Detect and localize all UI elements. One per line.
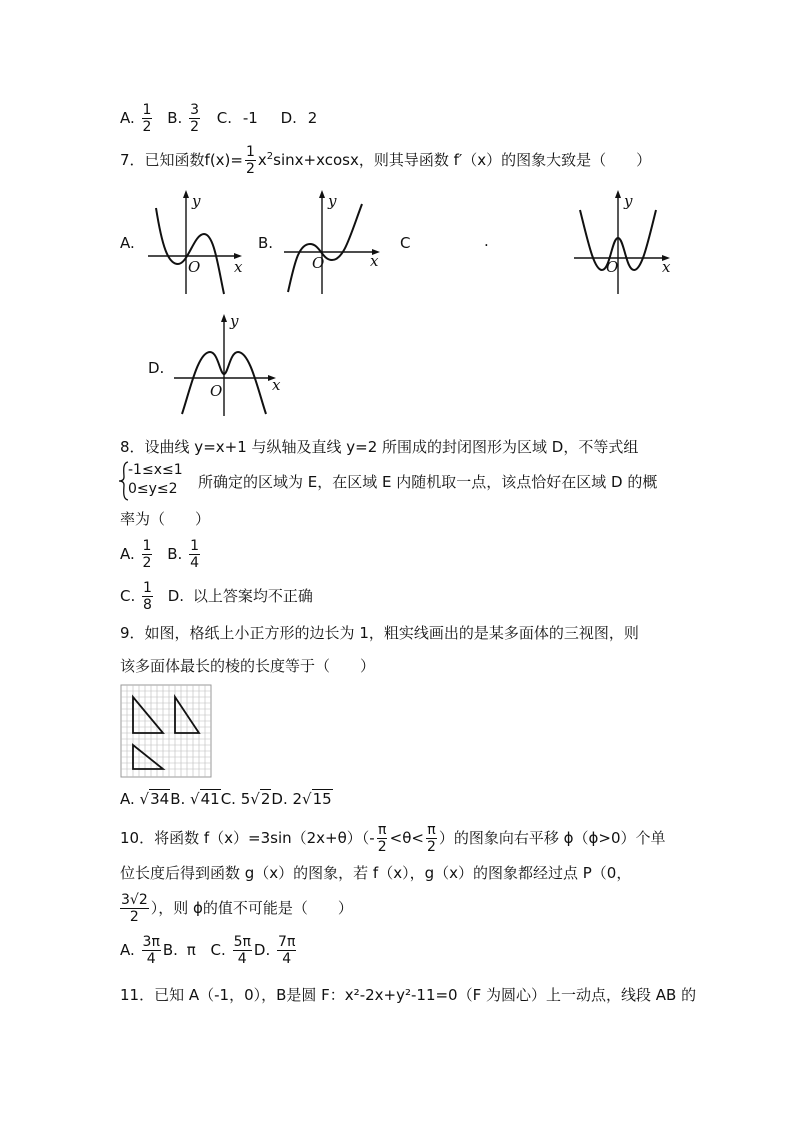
q9-option-d-label: D. <box>271 790 288 808</box>
q9-line-2: 该多面体最长的棱的长度等于（ ） <box>120 657 376 675</box>
q7-option-c-dot: . <box>484 232 489 250</box>
origin-label: O <box>606 258 619 276</box>
q7-option-a-label: A. <box>120 234 135 252</box>
q7-graph-c <box>572 186 682 296</box>
q8-option-c-label: C. <box>120 587 136 605</box>
q10-option-c-label: C. <box>210 941 226 959</box>
q10-option-d-label: D. <box>253 941 271 959</box>
q9-option-a-label: A. <box>120 790 135 808</box>
q8-option-a-label: A. <box>120 545 135 563</box>
q9-option-c-value: 5√2 <box>240 790 271 808</box>
x-axis-label: x <box>234 258 243 276</box>
q6-option-a-value: $\frac{1}{2}$ <box>142 102 152 135</box>
q6-option-a-label: A. <box>120 109 135 127</box>
q6-option-b-value: $\frac{3}{2}$ <box>190 102 200 135</box>
q9-option-b-label: B. <box>170 790 186 808</box>
q10-pi-over-2: $\frac{\pi}{2}$ <box>426 822 436 855</box>
q9-option-d-value: 2√15 <box>292 790 332 808</box>
q8-option-b-label: B. <box>167 545 183 563</box>
q10-option-d-value: $\frac{7\pi}{4}$ <box>278 934 296 967</box>
q8-inequality-2: 0≤y≤2 <box>128 481 178 497</box>
q7-graph-d <box>172 310 288 420</box>
x-axis-label: x <box>370 252 379 270</box>
origin-label: O <box>188 258 201 276</box>
q8-options-cd <box>120 580 313 613</box>
q6-option-c-label: C. <box>216 109 233 127</box>
curve <box>156 208 224 294</box>
q7-rest: sinx+xcosx，则其导函数 f′（x）的图象大致是（ ） <box>273 151 652 169</box>
q8-option-d-label: D. <box>167 587 185 605</box>
q8-inequality-1: -1≤x≤1 <box>128 462 183 478</box>
origin-label: O <box>312 254 325 272</box>
q8-line-2: 所确定的区域为 E，在区域 E 内随机取一点，该点恰好在区域 D 的概 <box>198 473 658 491</box>
x-axis-label: x <box>272 376 281 394</box>
q7-prefix: 7．已知函数f(x)= <box>120 151 243 169</box>
q10-option-a-label: A. <box>120 941 135 959</box>
q6-option-c-value: -1 <box>242 109 258 127</box>
q8-option-a-value: $\frac{1}{2}$ <box>142 538 152 571</box>
q10-option-b-label: B. <box>162 941 178 959</box>
q7-option-c-label: C <box>400 234 411 252</box>
q7-option-d-label: D. <box>148 359 165 377</box>
q10-option-b-value: π <box>186 941 196 959</box>
x-axis-label: x <box>662 258 671 276</box>
q10-neg-pi-over-2: $\frac{\pi}{2}$ <box>377 822 387 855</box>
q8-line-3: 率为（ ） <box>120 510 211 528</box>
q9-option-b-value: √41 <box>190 790 220 808</box>
q10-option-a-value: $\frac{3\pi}{4}$ <box>142 934 160 967</box>
q10-line-2: 位长度后得到函数 g（x）的图象，若 f（x），g（x）的图象都经过点 P（0， <box>120 864 632 882</box>
curve <box>288 204 362 292</box>
q8-option-c-value: $\frac{1}{8}$ <box>143 580 152 613</box>
q10-options <box>120 934 298 967</box>
q8-option-d-value: 以上答案均不正确 <box>192 587 313 605</box>
q6-options <box>120 102 317 135</box>
q7-stem: 7．已知函数f(x)= $\frac{1}{2}$ $x^2\sin x+xcosx$，则其导函数 f′（x）的图象大致是（ ） <box>120 144 652 177</box>
y-axis-label: y <box>192 192 201 210</box>
q9-option-a-value: √34 <box>139 790 170 808</box>
q7-graph-a <box>146 186 256 296</box>
q6-option-d-value: 2 <box>307 109 318 127</box>
q8-options-ab <box>120 538 202 571</box>
q8-line-1: 8．设曲线 y=x+1 与纵轴及直线 y=2 所围成的封闭图形为区域 D，不等式组 <box>120 438 639 456</box>
q9-line-1: 9．如图，格纸上小正方形的边长为 1，粗实线画出的是某多面体的三视图，则 <box>120 624 639 642</box>
q7-graph-b <box>282 186 392 296</box>
q7-option-b-label: B. <box>258 234 274 252</box>
origin-label: O <box>210 382 223 400</box>
q10-point-y: $\frac{3√2}{2}$ <box>121 892 148 925</box>
q6-option-d-label: D. <box>280 109 297 127</box>
q10-line-1: 10．将函数 f（x）=3sin（2x+θ）（- $\frac{\pi}{2}$ <θ< $\frac{\pi}{2}$ ）的图象向右平移 ϕ（ϕ>0）个单 <box>120 822 666 855</box>
q9-options <box>120 790 333 808</box>
q8-option-b-value: $\frac{1}{4}$ <box>190 538 200 571</box>
y-axis-label: y <box>230 312 239 330</box>
y-axis-label: y <box>624 192 633 210</box>
q10-line-3: $\frac{3√2}{2}$ ），则 ϕ的值不可能是（ ） <box>121 892 353 925</box>
q9-three-view-figure <box>120 684 212 782</box>
q7-coef: $\frac{1}{2}$ <box>245 144 255 177</box>
q11-line-1: 11．已知 A（-1，0），B是圆 F：x²-2x+y²-11=0（F 为圆心）上一动点，线段 AB 的 <box>120 986 697 1004</box>
q9-option-c-label: C. <box>220 790 236 808</box>
q6-option-b-label: B. <box>167 109 183 127</box>
q10-option-c-value: $\frac{5\pi}{4}$ <box>233 934 251 967</box>
y-axis-label: y <box>328 192 337 210</box>
